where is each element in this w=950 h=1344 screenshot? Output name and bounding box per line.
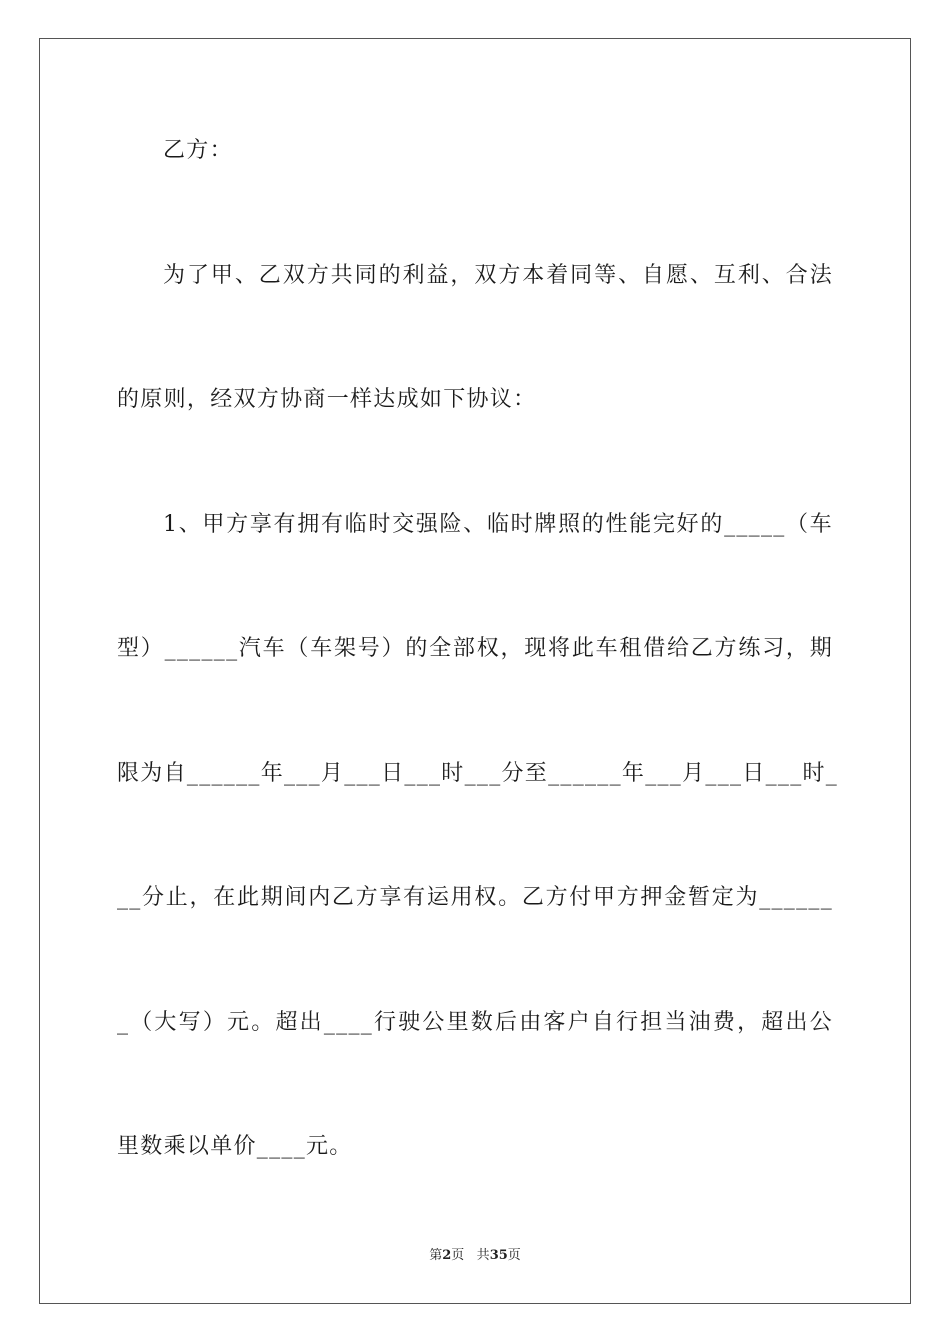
page-frame bbox=[39, 38, 911, 1304]
paragraph-line: 的原则，经双方协商一样达成如下协议： bbox=[117, 387, 537, 412]
party-b-label: 乙方： bbox=[163, 138, 233, 163]
paragraph-line: 为了甲、乙双方共同的利益，双方本着同等、自愿、互利、合法 bbox=[163, 263, 833, 288]
paragraph-line: 1、甲方享有拥有临时交强险、临时牌照的性能完好的_____（车 bbox=[163, 512, 833, 537]
paragraph-line: 里数乘以单价____元。 bbox=[117, 1134, 353, 1159]
paragraph-line: _（大写）元。超出____行驶公里数后由客户自行担当油费，超出公 bbox=[117, 1010, 833, 1035]
paragraph-line: 型）______汽车（车架号）的全部权，现将此车租借给乙方练习，期 bbox=[117, 636, 833, 661]
total-suffix: 页 bbox=[507, 1248, 521, 1263]
page-suffix: 页 bbox=[451, 1248, 465, 1263]
paragraph-line: __分止，在此期间内乙方享有运用权。乙方付甲方押金暂定为______ bbox=[117, 885, 833, 910]
paragraph-line: 限为自______年___月___日___时___分至______年___月___日___时_ bbox=[117, 761, 839, 786]
page-footer bbox=[0, 1247, 950, 1265]
page-prefix: 第 bbox=[429, 1248, 443, 1263]
total-pages: 35 bbox=[489, 1248, 508, 1263]
total-prefix: 共 bbox=[476, 1248, 490, 1263]
page-number: 2 bbox=[442, 1248, 452, 1263]
